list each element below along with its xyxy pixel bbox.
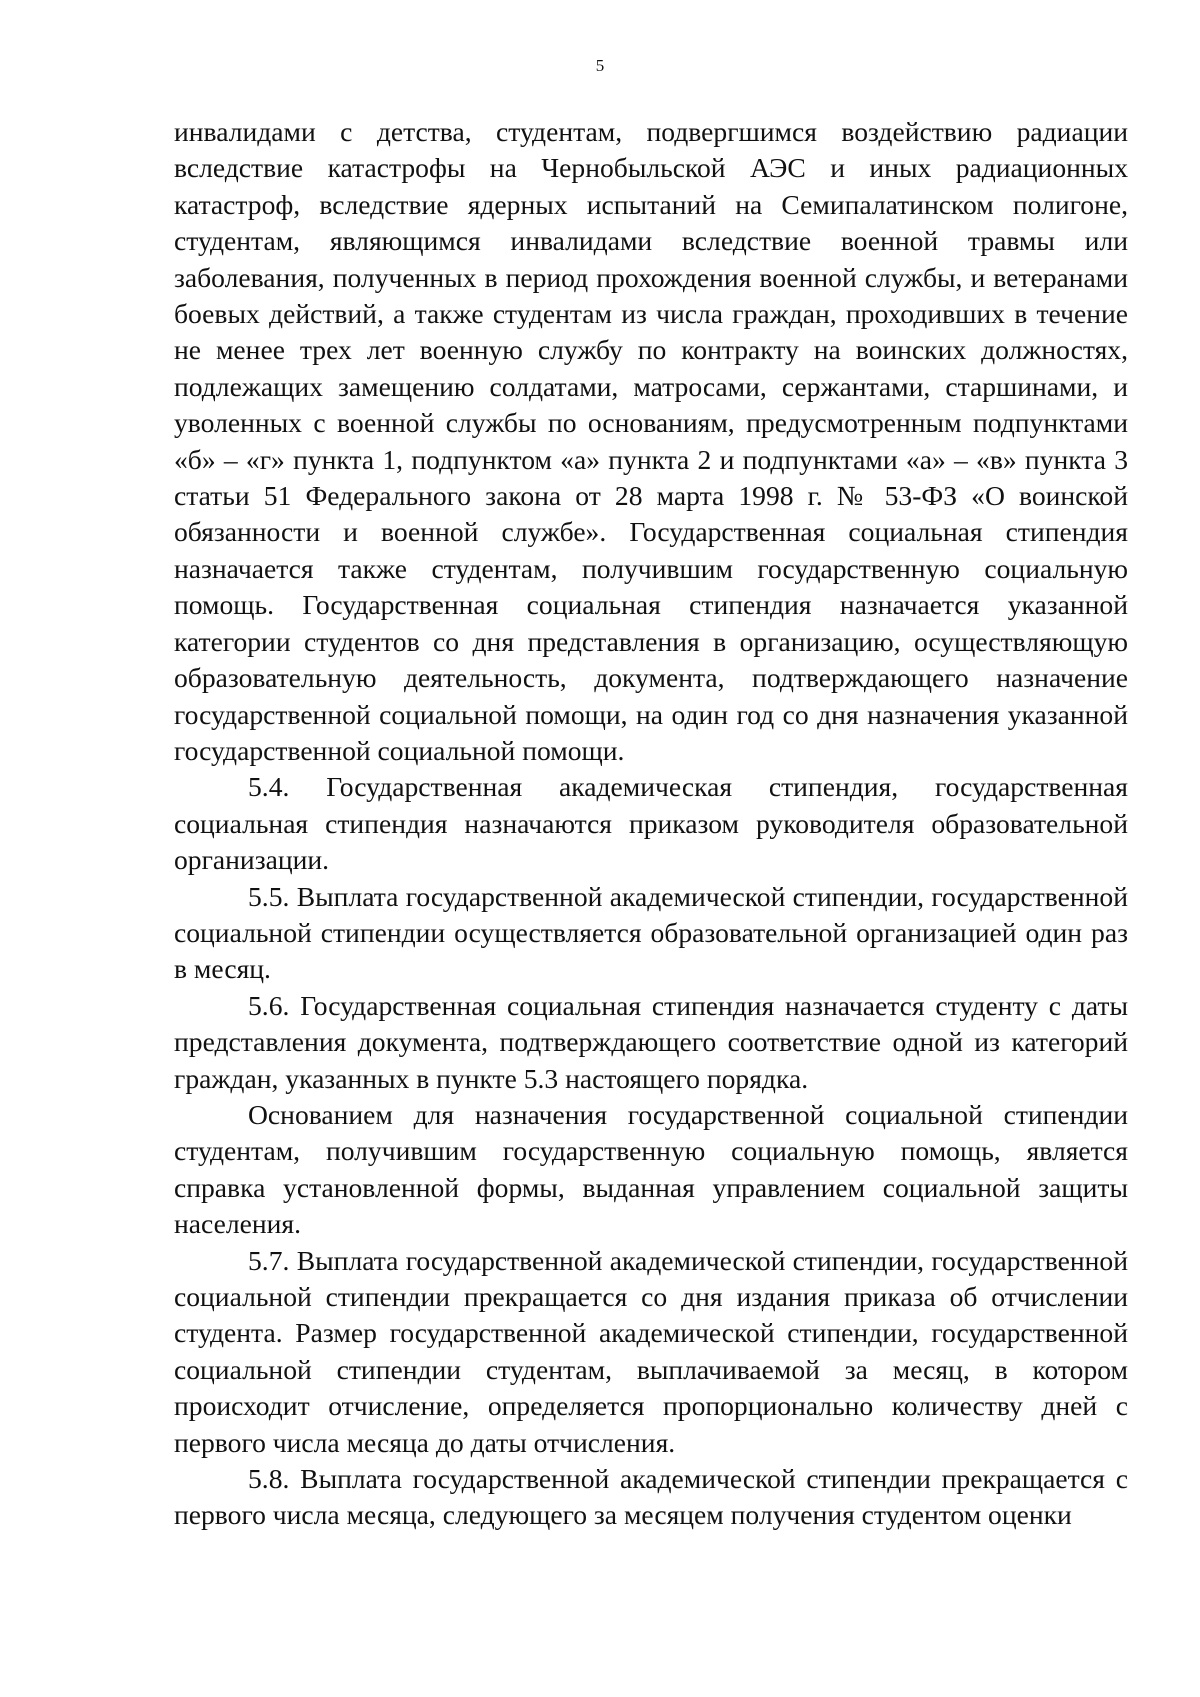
paragraph-5-5: 5.5. Выплата государственной академической стипендии, государственной социальной стипендии осуществляется образовательной организацией один раз в месяц. [174, 880, 1128, 985]
paragraph-5-6: 5.6. Государственная социальная стипендия назначается студенту с даты представления документа, подтверждающего соответствие одной из категорий граждан, указанных в пункте 5.3 настоящего порядка. [174, 989, 1128, 1094]
page-number: 5 [595, 56, 605, 75]
paragraph-continuation: инвалидами с детства, студентам, подвергшимся воздействию радиации вследствие катастрофы на Чернобыльской АЭС и иных радиационных катастроф, вследствие ядерных испытаний на Семипалатинском полигоне, студентам, являющимся инвалидами вследствие военной травмы или заболевания, полученных в период прохождения военной службы, и ветеранами боевых действий, а также студентам из числа граждан, проходивших в течение не менее трех лет военную службу по контракту на воинских должностях, подлежащих замещению солдатами, матросами, сержантами, старшинами, и уволенных с военной службы по основаниям, предусмотренным подпунктами «б» – «г» пункта 1, подпунктом «а» пункта 2 и подпунктами «а» – «в» пункта 3 статьи 51 Федерального закона от 28 марта 1998 г. № 53-ФЗ «О воинской обязанности и военной службе». Государственная социальная стипендия назначается также студентам, получившим государственную социальную помощь. Государственная социальная стипендия назначается указанной категории студентов со дня представления в организацию, осуществляющую образовательную деятельность, документа, подтверждающего назначение государственной социальной помощи, на один год со дня назначения указанной государственной социальной помощи. [174, 116, 1128, 766]
paragraph-5-7: 5.7. Выплата государственной академической стипендии, государственной социальной стипендии прекращается со дня издания приказа об отчислении студента. Размер государственной академической стипендии, государственной социальной стипендии студентам, выплачиваемой за месяц, в котором происходит отчисление, определяется пропорционально количеству дней с первого числа месяца до даты отчисления. [174, 1244, 1128, 1458]
paragraph-basis: Основанием для назначения государственной социальной стипендии студентам, получившим государственную социальную помощь, является справка установленной формы, выданная управлением социальной защиты населения. [174, 1098, 1128, 1240]
document-body [174, 114, 1128, 1534]
paragraph-5-8: 5.8. Выплата государственной академической стипендии прекращается с первого числа месяца, следующего за месяцем получения студентом оценки [174, 1463, 1128, 1531]
paragraph-5-4: 5.4. Государственная академическая стипендия, государственная социальная стипендия назначаются приказом руководителя образовательной организации. [174, 771, 1128, 876]
